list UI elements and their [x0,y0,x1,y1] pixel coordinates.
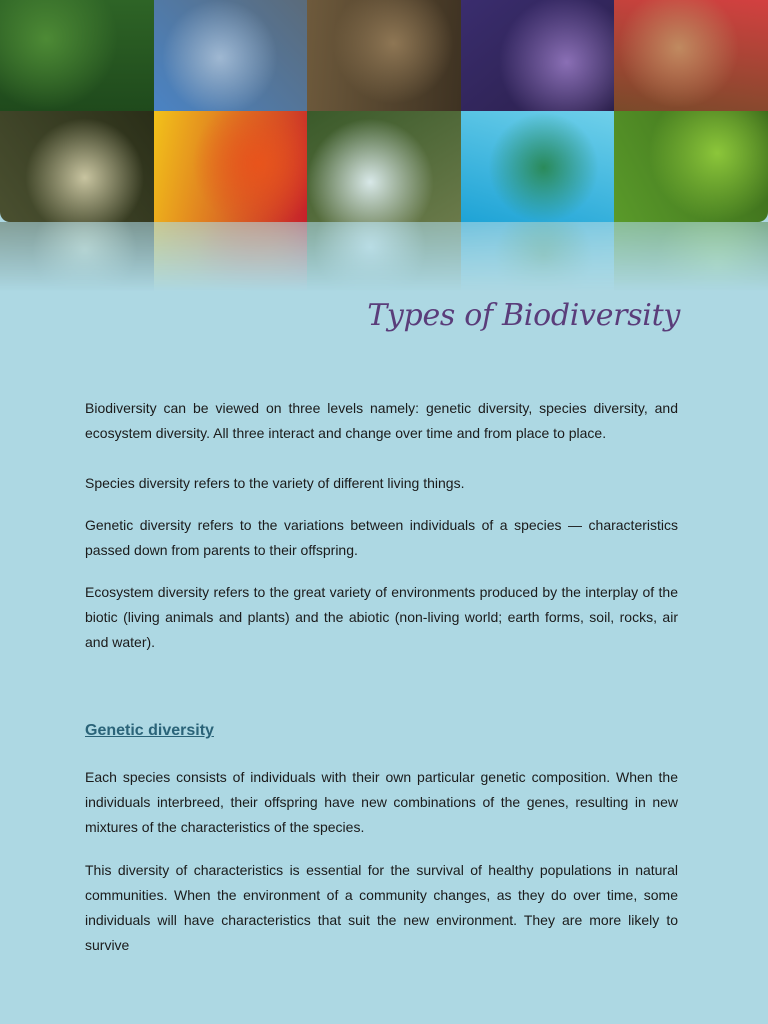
rainforest-photo [0,0,154,111]
frog-on-leaf-reflection [614,222,768,292]
mangrove-roots-reflection [0,222,154,292]
children-photo [614,0,768,111]
sea-turtle-photo [307,0,461,111]
intro-paragraph: Biodiversity can be viewed on three levels namely: genetic diversity, species diversity, and ecosystem diversity. All three interact and change over time and from place to place. [85,400,678,441]
genetic-paragraph: Each species consists of individuals with their own particular genetic composition. When the individuals interbreed, their offspring have new combinations of the genes, resulting in new mixtures of the characteristics of the species. [85,769,678,835]
waterfall-photo [307,111,461,222]
waterfall-reflection [307,222,461,292]
genetic-diversity-definition: Genetic diversity refers to the variations between individuals of a species — characteristics passed down from parents to their offspring. [85,517,678,558]
document-body [85,396,678,958]
section-heading-genetic-diversity: Genetic diversity [85,722,214,739]
seagrass-photo [461,111,615,222]
banner-reflection [0,222,768,292]
seagrass-reflection [461,222,615,292]
genetic-paragraph: This diversity of characteristics is essential for the survival of healthy populations in natural communities. When the environment of a community changes, as they do over time, some individuals will have characteristics that suit the new environment. They are more likely to survive [85,862,678,953]
frog-on-leaf-photo [614,111,768,222]
hibiscus-flower-photo [154,111,308,222]
ecosystem-diversity-definition: Ecosystem diversity refers to the great variety of environments produced by the interplay of the biotic (living animals and plants) and the abiotic (non-living world; earth forms, soil, rocks, air and water). [85,584,678,650]
species-diversity-paragraph: Species diversity refers to the variety of different living things. [85,475,465,491]
hibiscus-flower-reflection [154,222,308,292]
palm-trees-sunset-photo [461,0,615,111]
factory-photo [154,0,308,111]
photo-banner [0,0,768,222]
page-title: Types of Biodiversity [367,298,680,333]
mangrove-roots-photo [0,111,154,222]
